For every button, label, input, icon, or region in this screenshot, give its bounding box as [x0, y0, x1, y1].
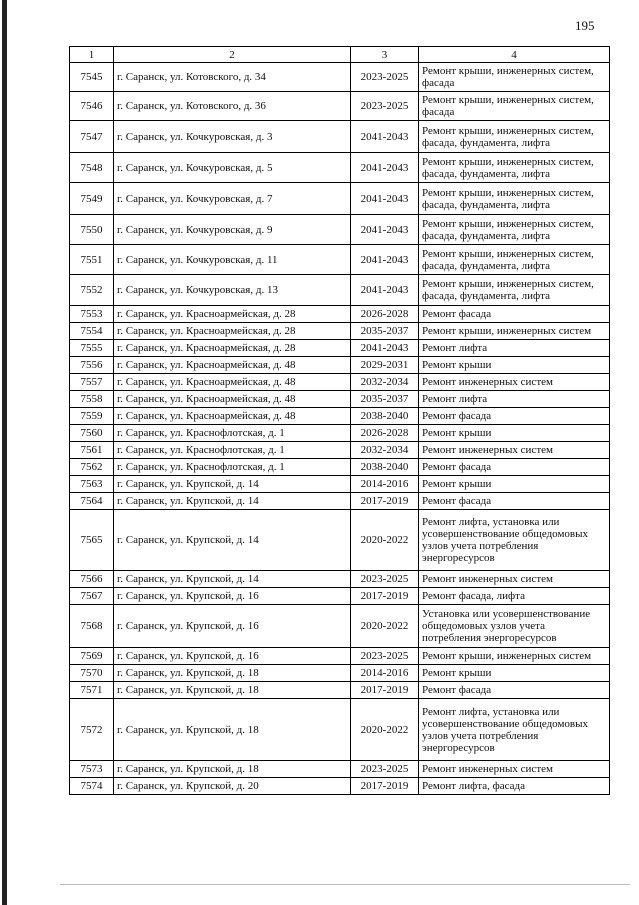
address-cell: г. Саранск, ул. Кочкуровская, д. 11 [114, 245, 351, 275]
address-cell: г. Саранск, ул. Красноармейская, д. 28 [114, 306, 351, 323]
table-row [70, 761, 610, 778]
period-cell: 2017-2019 [351, 588, 419, 605]
period-cell: 2020-2022 [351, 605, 419, 648]
table-row [70, 442, 610, 459]
table-row [70, 648, 610, 665]
row-number-cell: 7565 [70, 510, 114, 571]
table-row [70, 357, 610, 374]
address-cell: г. Саранск, ул. Кочкуровская, д. 3 [114, 121, 351, 153]
work-type-cell: Ремонт крыши, инженерных систем, фасада, фундамента, лифта [419, 121, 610, 153]
period-cell: 2038-2040 [351, 408, 419, 425]
address-cell: г. Саранск, ул. Крупской, д. 18 [114, 761, 351, 778]
work-type-cell: Ремонт фасада [419, 408, 610, 425]
table-row [70, 306, 610, 323]
work-type-cell: Ремонт лифта [419, 391, 610, 408]
table-row [70, 183, 610, 215]
address-cell: г. Саранск, ул. Крупской, д. 16 [114, 605, 351, 648]
table-row [70, 699, 610, 761]
work-type-cell: Ремонт крыши, инженерных систем, фасада, фундамента, лифта [419, 183, 610, 215]
work-type-cell: Ремонт лифта [419, 340, 610, 357]
table-row [70, 665, 610, 682]
period-cell: 2023-2025 [351, 92, 419, 121]
work-type-cell: Ремонт крыши, инженерных систем, фасада, фундамента, лифта [419, 215, 610, 245]
work-type-cell: Ремонт крыши [419, 476, 610, 493]
row-number-cell: 7559 [70, 408, 114, 425]
period-cell: 2041-2043 [351, 121, 419, 153]
table-row [70, 408, 610, 425]
column-header: 2 [114, 47, 351, 63]
row-number-cell: 7566 [70, 571, 114, 588]
row-number-cell: 7561 [70, 442, 114, 459]
address-cell: г. Саранск, ул. Кочкуровская, д. 7 [114, 183, 351, 215]
work-type-cell: Ремонт крыши [419, 357, 610, 374]
row-number-cell: 7556 [70, 357, 114, 374]
period-cell: 2026-2028 [351, 425, 419, 442]
work-type-cell: Ремонт крыши, инженерных систем [419, 323, 610, 340]
row-number-cell: 7553 [70, 306, 114, 323]
address-cell: г. Саранск, ул. Котовского, д. 34 [114, 63, 351, 92]
row-number-cell: 7569 [70, 648, 114, 665]
work-type-cell: Ремонт крыши [419, 425, 610, 442]
address-cell: г. Саранск, ул. Крупской, д. 14 [114, 571, 351, 588]
work-type-cell: Ремонт инженерных систем [419, 442, 610, 459]
page-number: 195 [575, 18, 595, 33]
column-header: 4 [419, 47, 610, 63]
work-type-cell: Ремонт фасада [419, 493, 610, 510]
table-row [70, 571, 610, 588]
address-cell: г. Саранск, ул. Крупской, д. 14 [114, 476, 351, 493]
row-number-cell: 7562 [70, 459, 114, 476]
period-cell: 2023-2025 [351, 648, 419, 665]
column-header: 3 [351, 47, 419, 63]
work-type-cell: Ремонт фасада [419, 682, 610, 699]
table-row [70, 63, 610, 92]
work-type-cell: Ремонт лифта, фасада [419, 778, 610, 795]
row-number-cell: 7557 [70, 374, 114, 391]
table-row [70, 92, 610, 121]
work-type-cell: Ремонт инженерных систем [419, 761, 610, 778]
work-type-cell: Ремонт крыши, инженерных систем, фасада [419, 63, 610, 92]
period-cell: 2014-2016 [351, 476, 419, 493]
row-number-cell: 7545 [70, 63, 114, 92]
period-cell: 2041-2043 [351, 275, 419, 306]
address-cell: г. Саранск, ул. Крупской, д. 18 [114, 699, 351, 761]
repair-schedule-table [69, 46, 610, 795]
period-cell: 2023-2025 [351, 761, 419, 778]
row-number-cell: 7568 [70, 605, 114, 648]
address-cell: г. Саранск, ул. Красноармейская, д. 48 [114, 374, 351, 391]
period-cell: 2041-2043 [351, 153, 419, 183]
period-cell: 2017-2019 [351, 682, 419, 699]
column-header: 1 [70, 47, 114, 63]
table-row [70, 215, 610, 245]
table-row [70, 778, 610, 795]
work-type-cell: Ремонт крыши, инженерных систем [419, 648, 610, 665]
row-number-cell: 7574 [70, 778, 114, 795]
row-number-cell: 7546 [70, 92, 114, 121]
table-row [70, 425, 610, 442]
table-row [70, 153, 610, 183]
address-cell: г. Саранск, ул. Кочкуровская, д. 9 [114, 215, 351, 245]
address-cell: г. Саранск, ул. Крупской, д. 20 [114, 778, 351, 795]
work-type-cell: Ремонт фасада [419, 306, 610, 323]
work-type-cell: Ремонт крыши, инженерных систем, фасада, фундамента, лифта [419, 245, 610, 275]
row-number-cell: 7558 [70, 391, 114, 408]
address-cell: г. Саранск, ул. Красноармейская, д. 28 [114, 340, 351, 357]
period-cell: 2017-2019 [351, 778, 419, 795]
work-type-cell: Ремонт лифта, установка или усовершенствование общедомовых узлов учета потребления энергоресурсов [419, 699, 610, 761]
table-body [70, 63, 610, 795]
address-cell: г. Саранск, ул. Крупской, д. 16 [114, 648, 351, 665]
period-cell: 2026-2028 [351, 306, 419, 323]
table-row [70, 588, 610, 605]
work-type-cell: Ремонт крыши, инженерных систем, фасада, фундамента, лифта [419, 153, 610, 183]
table-header-row [70, 47, 610, 63]
period-cell: 2023-2025 [351, 63, 419, 92]
row-number-cell: 7547 [70, 121, 114, 153]
period-cell: 2032-2034 [351, 442, 419, 459]
period-cell: 2035-2037 [351, 323, 419, 340]
address-cell: г. Саранск, ул. Краснофлотская, д. 1 [114, 459, 351, 476]
row-number-cell: 7572 [70, 699, 114, 761]
address-cell: г. Саранск, ул. Краснофлотская, д. 1 [114, 425, 351, 442]
address-cell: г. Саранск, ул. Кочкуровская, д. 13 [114, 275, 351, 306]
scan-bottom-rule [60, 884, 630, 885]
work-type-cell: Ремонт фасада, лифта [419, 588, 610, 605]
work-type-cell: Ремонт инженерных систем [419, 374, 610, 391]
period-cell: 2041-2043 [351, 340, 419, 357]
table-row [70, 121, 610, 153]
period-cell: 2038-2040 [351, 459, 419, 476]
address-cell: г. Саранск, ул. Крупской, д. 16 [114, 588, 351, 605]
table-row [70, 682, 610, 699]
address-cell: г. Саранск, ул. Кочкуровская, д. 5 [114, 153, 351, 183]
work-type-cell: Ремонт крыши, инженерных систем, фасада [419, 92, 610, 121]
row-number-cell: 7564 [70, 493, 114, 510]
row-number-cell: 7549 [70, 183, 114, 215]
row-number-cell: 7550 [70, 215, 114, 245]
row-number-cell: 7555 [70, 340, 114, 357]
table-row [70, 340, 610, 357]
work-type-cell: Установка или усовершенствование общедомовых узлов учета потребления энергоресурсов [419, 605, 610, 648]
row-number-cell: 7567 [70, 588, 114, 605]
work-type-cell: Ремонт лифта, установка или усовершенствование общедомовых узлов учета потребления энергоресурсов [419, 510, 610, 571]
work-type-cell: Ремонт крыши, инженерных систем, фасада, фундамента, лифта [419, 275, 610, 306]
table-row [70, 605, 610, 648]
scan-edge-rule [2, 0, 7, 905]
period-cell: 2029-2031 [351, 357, 419, 374]
row-number-cell: 7548 [70, 153, 114, 183]
period-cell: 2032-2034 [351, 374, 419, 391]
address-cell: г. Саранск, ул. Крупской, д. 18 [114, 665, 351, 682]
period-cell: 2020-2022 [351, 699, 419, 761]
row-number-cell: 7570 [70, 665, 114, 682]
period-cell: 2017-2019 [351, 493, 419, 510]
table-row [70, 493, 610, 510]
period-cell: 2014-2016 [351, 665, 419, 682]
table-row [70, 476, 610, 493]
row-number-cell: 7552 [70, 275, 114, 306]
work-type-cell: Ремонт фасада [419, 459, 610, 476]
table-row [70, 391, 610, 408]
row-number-cell: 7573 [70, 761, 114, 778]
address-cell: г. Саранск, ул. Красноармейская, д. 48 [114, 357, 351, 374]
table-row [70, 323, 610, 340]
row-number-cell: 7571 [70, 682, 114, 699]
address-cell: г. Саранск, ул. Красноармейская, д. 48 [114, 391, 351, 408]
period-cell: 2041-2043 [351, 245, 419, 275]
row-number-cell: 7551 [70, 245, 114, 275]
period-cell: 2035-2037 [351, 391, 419, 408]
table-row [70, 275, 610, 306]
address-cell: г. Саранск, ул. Краснофлотская, д. 1 [114, 442, 351, 459]
address-cell: г. Саранск, ул. Крупской, д. 14 [114, 510, 351, 571]
period-cell: 2041-2043 [351, 183, 419, 215]
table-row [70, 245, 610, 275]
work-type-cell: Ремонт инженерных систем [419, 571, 610, 588]
row-number-cell: 7560 [70, 425, 114, 442]
table-row [70, 374, 610, 391]
period-cell: 2023-2025 [351, 571, 419, 588]
table-row [70, 459, 610, 476]
row-number-cell: 7563 [70, 476, 114, 493]
address-cell: г. Саранск, ул. Красноармейская, д. 48 [114, 408, 351, 425]
address-cell: г. Саранск, ул. Котовского, д. 36 [114, 92, 351, 121]
table-row [70, 510, 610, 571]
work-type-cell: Ремонт крыши [419, 665, 610, 682]
address-cell: г. Саранск, ул. Крупской, д. 18 [114, 682, 351, 699]
address-cell: г. Саранск, ул. Крупской, д. 14 [114, 493, 351, 510]
row-number-cell: 7554 [70, 323, 114, 340]
period-cell: 2041-2043 [351, 215, 419, 245]
period-cell: 2020-2022 [351, 510, 419, 571]
address-cell: г. Саранск, ул. Красноармейская, д. 28 [114, 323, 351, 340]
